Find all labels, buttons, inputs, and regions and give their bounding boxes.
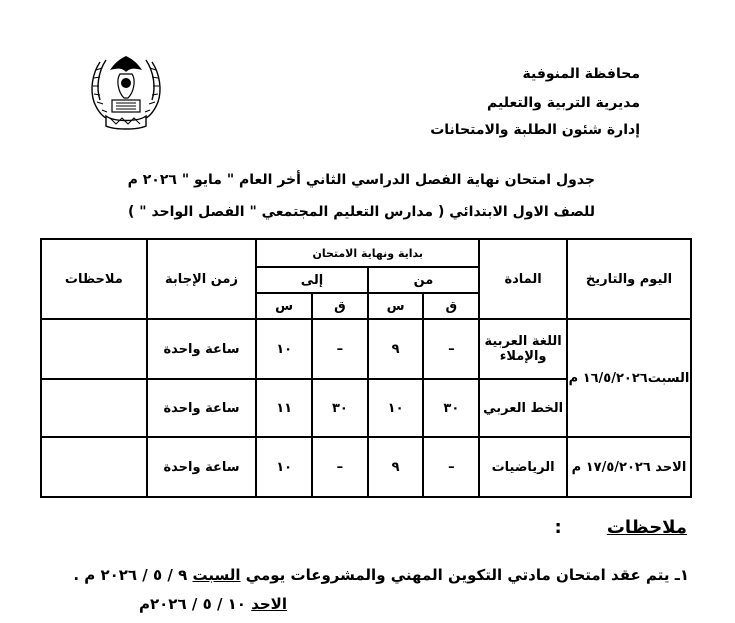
- ministry-emblem-icon: [80, 50, 172, 134]
- header-subject: المادة: [479, 239, 567, 319]
- notes-cell: [41, 437, 147, 497]
- directorate-label: مديرية التربية والتعليم: [487, 95, 640, 111]
- note-item-2: [139, 595, 287, 613]
- note-1-text: ١ـ يتم عقد امتحان مادتي التكوين المهني والمشروعات يومي: [240, 566, 689, 584]
- header-notes: ملاحظات: [41, 239, 147, 319]
- department-label: إدارة شئون الطلبة والامتحانات: [430, 122, 640, 138]
- header-to-s: س: [256, 293, 312, 319]
- from-s-cell: ٩: [368, 319, 424, 379]
- schedule-subtitle: للصف الاول الابتدائي ( مدارس التعليم المجتمعي " الفصل الواحد " ): [128, 204, 595, 220]
- header-from-q: ق: [423, 293, 479, 319]
- table-row: [41, 319, 691, 379]
- exam-schedule-table: [40, 238, 692, 498]
- subject-cell: الرياضيات: [479, 437, 567, 497]
- duration-cell: ساعة واحدة: [147, 379, 257, 437]
- note-2-date: ١٠ / ٥ / ٢٠٢٦م: [139, 595, 252, 613]
- header-from-s: س: [368, 293, 424, 319]
- duration-cell: ساعة واحدة: [147, 319, 257, 379]
- subject-cell: الخط العربي: [479, 379, 567, 437]
- header-from: من: [368, 267, 479, 293]
- to-s-cell: ١٠: [256, 437, 312, 497]
- to-q-cell: ٣٠: [312, 379, 368, 437]
- notes-colon: :: [554, 517, 562, 538]
- day-date-cell: السبت١٦/٥/٢٠٢٦ م: [567, 319, 691, 437]
- header-duration: زمن الإجابة: [147, 239, 257, 319]
- to-s-cell: ١٠: [256, 319, 312, 379]
- from-q-cell: ٣٠: [423, 379, 479, 437]
- to-q-cell: –: [312, 437, 368, 497]
- notes-cell: [41, 379, 147, 437]
- subject-cell: اللغة العربية والإملاء: [479, 319, 567, 379]
- notes-heading: [555, 517, 687, 538]
- header-exam-window: بداية ونهاية الامتحان: [256, 239, 479, 267]
- from-q-cell: –: [423, 319, 479, 379]
- note-item-1: [73, 566, 689, 584]
- notes-title: ملاحظات: [606, 517, 687, 538]
- header-day-date: اليوم والتاريخ: [567, 239, 691, 319]
- day-date-cell: الاحد ١٧/٥/٢٠٢٦ م: [567, 437, 691, 497]
- table-row: [41, 437, 691, 497]
- from-s-cell: ٩: [368, 437, 424, 497]
- from-q-cell: –: [423, 437, 479, 497]
- header-to: إلى: [256, 267, 367, 293]
- from-s-cell: ١٠: [368, 379, 424, 437]
- governorate-label: محافظة المنوفية: [522, 66, 640, 82]
- to-s-cell: ١١: [256, 379, 312, 437]
- note-1-day: السبت: [192, 566, 241, 584]
- to-q-cell: –: [312, 319, 368, 379]
- header-to-q: ق: [312, 293, 368, 319]
- note-1-date: ٩ / ٥ / ٢٠٢٦ م .: [73, 566, 193, 584]
- duration-cell: ساعة واحدة: [147, 437, 257, 497]
- schedule-title: جدول امتحان نهاية الفصل الدراسي الثاني أخر العام " مايو " ٢٠٢٦ م: [127, 172, 595, 188]
- note-2-day: الاحد: [251, 595, 287, 613]
- notes-cell: [41, 319, 147, 379]
